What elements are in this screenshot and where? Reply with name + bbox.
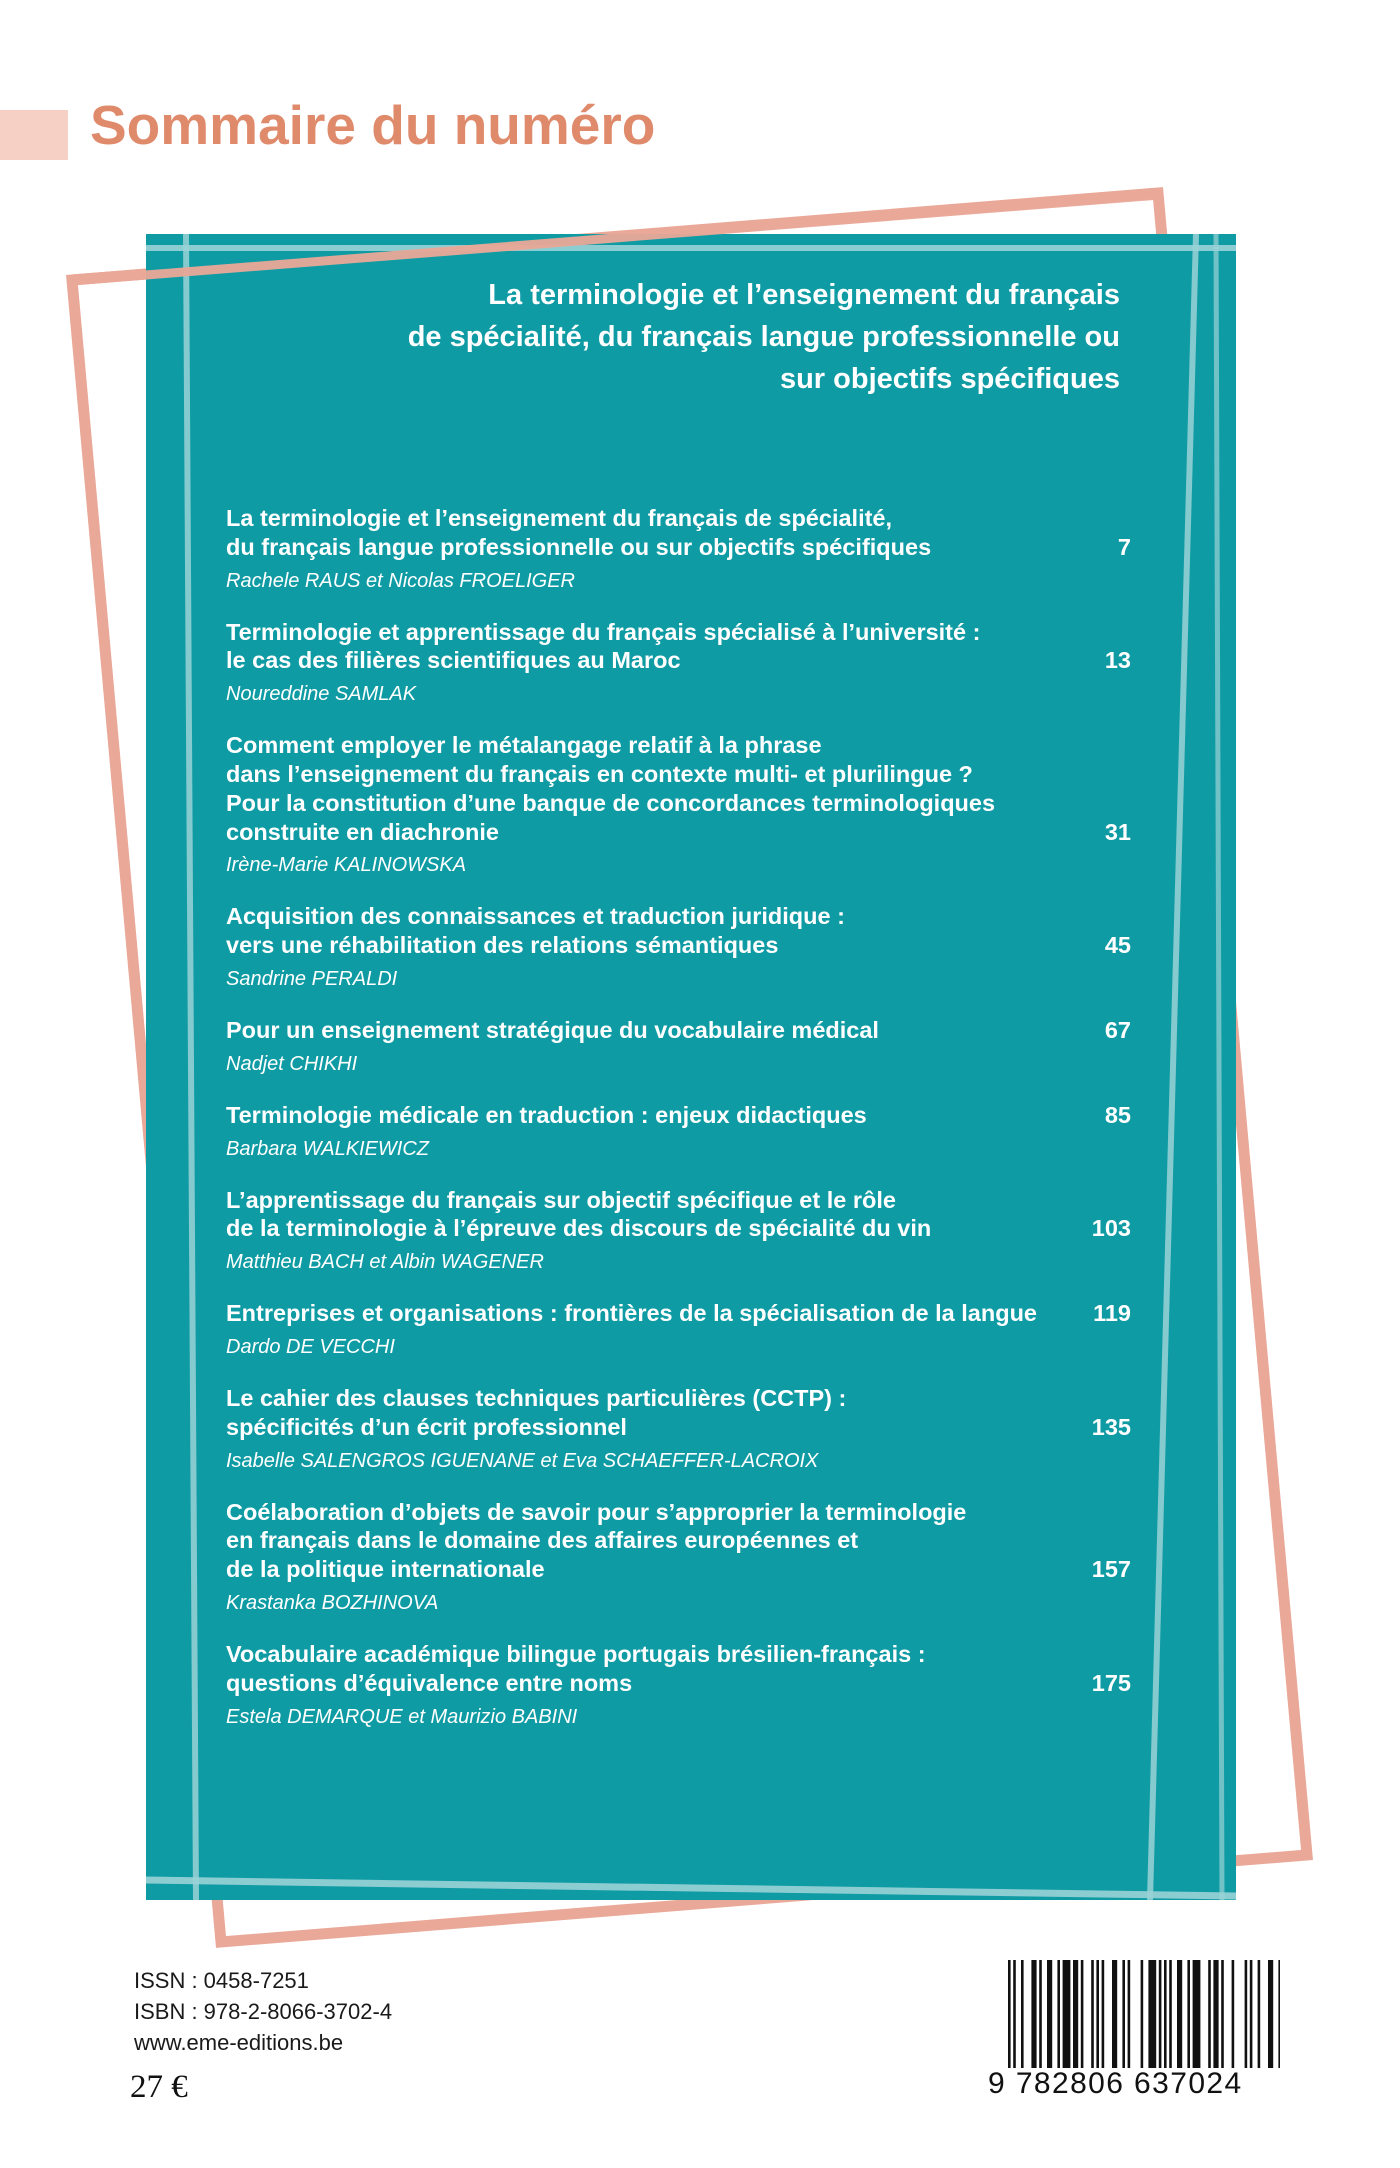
barcode-bar <box>1039 1960 1042 2068</box>
barcode-bar <box>1073 1960 1078 2068</box>
barcode-digits: 9 782806 637024 <box>988 2067 1243 2100</box>
article-title-line: Le cahier des clauses techniques particulières (CCTP) : <box>226 1384 847 1411</box>
article-title <box>226 1640 1131 1698</box>
article-title-line: du français langue professionnelle ou sur objectifs spécifiques <box>226 533 932 560</box>
article-title <box>226 1016 1131 1045</box>
barcode-bar <box>1245 1960 1248 2068</box>
toc-entry[interactable] <box>226 618 1131 707</box>
article-title <box>226 1384 1131 1442</box>
toc-entry[interactable] <box>226 1101 1131 1161</box>
article-title-line: de la terminologie à l’épreuve des discours de spécialité du vin <box>226 1215 932 1242</box>
toc-entry[interactable] <box>226 1498 1131 1615</box>
article-title-line: Vocabulaire académique bilingue portugais brésilien-français : <box>226 1640 926 1667</box>
issue-title-line: sur objectifs spécifiques <box>779 363 1120 395</box>
barcode-bar <box>1268 1960 1273 2068</box>
page-number: 135 <box>1091 1413 1131 1440</box>
article-title <box>226 504 1131 562</box>
barcode-bars <box>1008 1960 1280 2068</box>
issn: ISSN : 0458-7251 <box>134 1968 309 1993</box>
barcode-bar <box>1102 1960 1105 2068</box>
table-of-contents <box>226 504 1131 1754</box>
article-title-line: Pour un enseignement stratégique du vocabulaire médical <box>226 1016 879 1043</box>
toc-entry[interactable] <box>226 1384 1131 1473</box>
issue-title <box>220 274 1120 400</box>
barcode-bar <box>1141 1960 1144 2068</box>
article-title-line: Terminologie médicale en traduction : enjeux didactiques <box>226 1101 867 1128</box>
article-authors: Sandrine PERALDI <box>226 967 398 990</box>
barcode-bar <box>1213 1960 1218 2068</box>
barcode-bar <box>1013 1960 1016 2068</box>
article-title-line: le cas des filières scientifiques au Maroc <box>226 647 681 674</box>
barcode-bar <box>1164 1960 1167 2068</box>
article-authors: Matthieu BACH et Albin WAGENER <box>226 1251 544 1274</box>
barcode-bar <box>1112 1960 1117 2068</box>
barcode-bar <box>1232 1960 1235 2068</box>
barcode-bar <box>1250 1960 1253 2068</box>
issue-title-line: de spécialité, du français langue professionnelle ou <box>407 321 1120 353</box>
article-title <box>226 1299 1131 1328</box>
publisher-website[interactable]: www.eme-editions.be <box>134 2030 344 2055</box>
article-authors: Barbara WALKIEWICZ <box>226 1137 430 1160</box>
barcode-bar <box>1128 1960 1131 2068</box>
barcode-bar <box>1008 1960 1011 2068</box>
barcode-bar <box>1187 1960 1190 2068</box>
article-title-line: L’apprentissage du français sur objectif spécifique et le rôle <box>226 1186 896 1213</box>
barcode-bar <box>1193 1960 1201 2068</box>
barcode-bar <box>1148 1960 1156 2068</box>
article-title-line: construite en diachronie <box>226 818 499 845</box>
article-title-line: Acquisition des connaissances et traduction juridique : <box>226 903 845 930</box>
barcode-bar <box>1177 1960 1182 2068</box>
article-title <box>226 902 1131 960</box>
page-number: 85 <box>1104 1101 1131 1128</box>
barcode-bar <box>1063 1960 1071 2068</box>
page-number: 175 <box>1091 1669 1131 1696</box>
page-number: 7 <box>1117 533 1131 560</box>
article-title <box>226 1498 1131 1584</box>
article-title-line: questions d’équivalence entre noms <box>226 1669 633 1696</box>
article-title <box>226 1186 1131 1244</box>
article-title-line: de la politique internationale <box>226 1556 545 1583</box>
contents-panel <box>146 234 1236 1900</box>
toc-entry[interactable] <box>226 1186 1131 1275</box>
page-number: 119 <box>1093 1300 1131 1327</box>
page-number: 157 <box>1091 1556 1131 1583</box>
article-title <box>226 618 1131 676</box>
article-authors: Rachele RAUS et Nicolas FROELIGER <box>226 569 576 592</box>
barcode-bar <box>1081 1960 1084 2068</box>
article-title-line: Pour la constitution d’une banque de concordances terminologiques <box>226 789 996 816</box>
article-authors: Krastanka BOZHINOVA <box>226 1591 439 1614</box>
barcode-bar <box>1278 1960 1280 2068</box>
article-title-line: dans l’enseignement du français en contexte multi- et plurilingue ? <box>226 760 973 787</box>
page-number: 103 <box>1091 1215 1131 1242</box>
corner-accent-block <box>0 110 68 160</box>
toc-entry[interactable] <box>226 1640 1131 1729</box>
article-authors: Estela DEMARQUE et Maurizio BABINI <box>226 1705 578 1728</box>
barcode-bar <box>1057 1960 1060 2068</box>
publication-info <box>134 1965 392 2058</box>
toc-entry[interactable] <box>226 1016 1131 1076</box>
barcode-bar <box>1169 1960 1172 2068</box>
article-title-line: Comment employer le métalangage relatif à la phrase <box>226 732 822 759</box>
barcode-bar <box>1047 1960 1052 2068</box>
barcode-bar <box>1122 1960 1125 2068</box>
toc-entry[interactable] <box>226 902 1131 991</box>
barcode-bar <box>1091 1960 1094 2068</box>
page-heading: Sommaire du numéro <box>90 94 656 156</box>
article-title-line: Terminologie et apprentissage du français spécialisé à l’université : <box>226 618 981 645</box>
article-authors: Dardo DE VECCHI <box>226 1335 395 1358</box>
article-authors: Noureddine SAMLAK <box>226 683 417 706</box>
page-number: 45 <box>1104 932 1131 959</box>
toc-entry[interactable] <box>226 504 1131 593</box>
page-number: 13 <box>1104 647 1131 674</box>
article-authors: Irène-Marie KALINOWSKA <box>226 854 467 877</box>
article-title <box>226 731 1131 846</box>
article-title-line: spécificités d’un écrit professionnel <box>226 1413 627 1440</box>
barcode-bar <box>1031 1960 1036 2068</box>
article-title-line: vers une réhabilitation des relations sémantiques <box>226 932 779 959</box>
article-title <box>226 1101 1131 1130</box>
barcode-bar <box>1159 1960 1162 2068</box>
article-authors: Isabelle SALENGROS IGUENANE et Eva SCHAEFFER-LACROIX <box>226 1449 819 1472</box>
price: 27 € <box>130 2069 188 2105</box>
barcode-bar <box>1258 1960 1261 2068</box>
article-title-line: Coélaboration d’objets de savoir pour s’approprier la terminologie <box>226 1498 967 1525</box>
page-number: 31 <box>1104 818 1131 845</box>
page-number: 67 <box>1104 1016 1131 1043</box>
article-title-line: en français dans le domaine des affaires européennes et <box>226 1527 859 1554</box>
barcode-bar <box>1021 1960 1024 2068</box>
isbn-barcode <box>988 1960 1280 2100</box>
barcode-bar <box>1208 1960 1211 2068</box>
article-authors: Nadjet CHIKHI <box>226 1052 358 1075</box>
article-title-line: Entreprises et organisations : frontières de la spécialisation de la langue <box>226 1300 1037 1327</box>
barcode-bar <box>1221 1960 1224 2068</box>
issue-title-line: La terminologie et l’enseignement du français <box>488 279 1120 311</box>
toc-entry[interactable] <box>226 731 1131 877</box>
barcode-bar <box>1096 1960 1099 2068</box>
toc-entry[interactable] <box>226 1299 1131 1359</box>
article-title-line: La terminologie et l’enseignement du français de spécialité, <box>226 505 893 531</box>
isbn: ISBN : 978-2-8066-3702-4 <box>134 1999 393 2024</box>
